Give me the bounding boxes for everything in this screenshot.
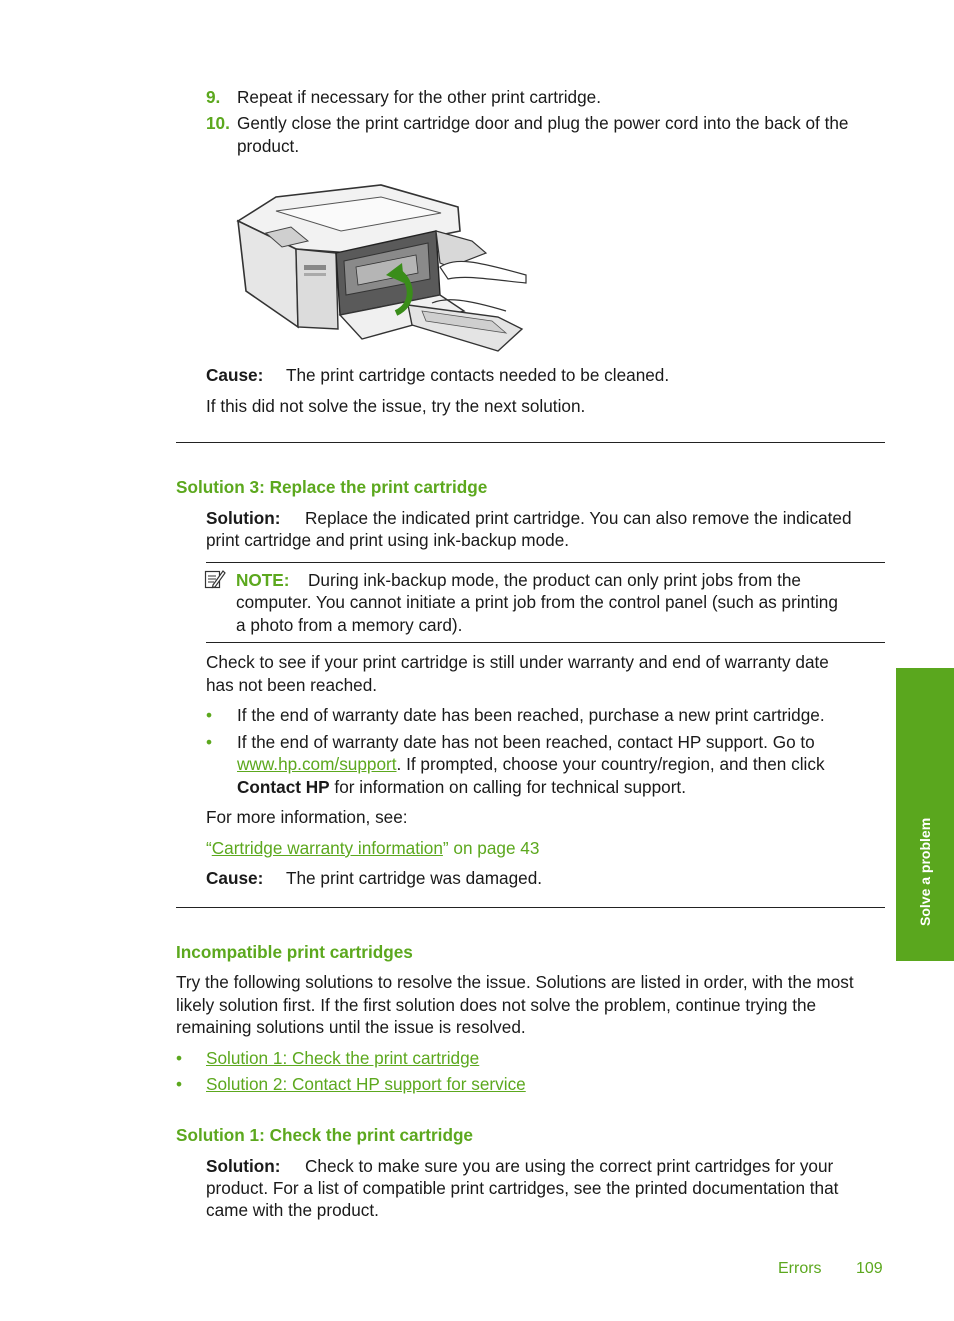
- section-divider: [176, 442, 885, 443]
- warranty-text-line2: has not been reached.: [206, 675, 378, 695]
- note-text-line2: computer. You cannot initiate a print job from the control panel (such as printing: [236, 592, 838, 612]
- solution-3-heading: Solution 3: Replace the print cartridge: [176, 477, 488, 497]
- solution-2-link[interactable]: Solution 2: Contact HP support for service: [206, 1074, 526, 1094]
- solution-1-text-line2: product. For a list of compatible print cartridges, see the printed documentation that: [206, 1178, 839, 1198]
- warranty-text-line1: Check to see if your print cartridge is still under warranty and end of warranty date: [206, 652, 829, 672]
- bullet-2-text-line2: [237, 753, 825, 776]
- footer-section: Errors: [778, 1260, 822, 1277]
- step-10-text-line1: Gently close the print cartridge door and plug the power cord into the back of the: [237, 113, 849, 133]
- bullet-marker: •: [206, 705, 213, 725]
- bullet-1-text: If the end of warranty date has been reached, purchase a new print cartridge.: [237, 705, 825, 725]
- cause-2-label: Cause:: [206, 868, 264, 888]
- footer-page-number: 109: [856, 1260, 883, 1277]
- note-label: NOTE:: [236, 570, 290, 590]
- step-10-text-line2: product.: [237, 136, 300, 156]
- next-solution-text: If this did not solve the issue, try the next solution.: [206, 396, 586, 416]
- xref-page-ref: ” on page 43: [442, 838, 540, 858]
- solution-1-label: Solution:: [206, 1156, 281, 1176]
- warranty-xref: [206, 837, 539, 860]
- section-divider: [176, 907, 885, 908]
- bullet-2-text-line1: If the end of warranty date has not been reached, contact HP support. Go to: [237, 732, 815, 752]
- hp-support-link[interactable]: www.hp.com/support: [237, 754, 397, 774]
- incompatible-heading: Incompatible print cartridges: [176, 942, 413, 962]
- step-9-text: Repeat if necessary for the other print cartridge.: [237, 87, 601, 107]
- step-9-number: 9.: [206, 87, 221, 107]
- note-text-line3: a photo from a memory card).: [236, 615, 463, 635]
- solution-1-text-line1: Check to make sure you are using the correct print cartridges for your: [305, 1156, 834, 1176]
- note-bottom-rule: [206, 642, 885, 643]
- bullet-2-text-line3: [237, 776, 686, 799]
- side-tab-label: Solve a problem: [917, 817, 933, 926]
- cause-label: Cause:: [206, 365, 264, 385]
- cartridge-warranty-link[interactable]: Cartridge warranty information: [211, 838, 443, 858]
- cause-2-text: The print cartridge was damaged.: [286, 868, 543, 888]
- note-pencil-icon: [204, 568, 226, 590]
- solution-label: Solution:: [206, 508, 281, 528]
- solution-text-line2: print cartridge and print using ink-backup mode.: [206, 530, 570, 550]
- contact-hp-label: Contact HP: [237, 777, 330, 797]
- step-10-number: 10.: [206, 113, 230, 133]
- note-text-line1: During ink-backup mode, the product can only print jobs from the: [308, 570, 801, 590]
- printer-closing-door-illustration: [236, 183, 528, 353]
- bullet-2-after-link: . If prompted, choose your country/region, and then click: [396, 754, 825, 774]
- solution-1-heading: Solution 1: Check the print cartridge: [176, 1125, 473, 1145]
- solution-text-line1: Replace the indicated print cartridge. You can also remove the indicated: [305, 508, 852, 528]
- more-info-text: For more information, see:: [206, 807, 408, 827]
- bullet-marker: •: [176, 1048, 183, 1068]
- bullet-marker: •: [206, 732, 213, 752]
- cause-text: The print cartridge contacts needed to be cleaned.: [286, 365, 670, 385]
- intro-line1: Try the following solutions to resolve the issue. Solutions are listed in order, with the most: [176, 972, 854, 992]
- intro-line2: likely solution first. If the first solution does not solve the problem, continue trying the: [176, 995, 817, 1015]
- xref-open-quote: “: [206, 838, 212, 858]
- solution-1-text-line3: came with the product.: [206, 1200, 379, 1220]
- side-tab: [896, 668, 954, 961]
- bullet-marker: •: [176, 1074, 183, 1094]
- solution-1-link[interactable]: Solution 1: Check the print cartridge: [206, 1048, 480, 1068]
- bullet-2-end: for information on calling for technical support.: [329, 777, 686, 797]
- note-top-rule: [206, 562, 885, 563]
- intro-line3: remaining solutions until the issue is resolved.: [176, 1017, 526, 1037]
